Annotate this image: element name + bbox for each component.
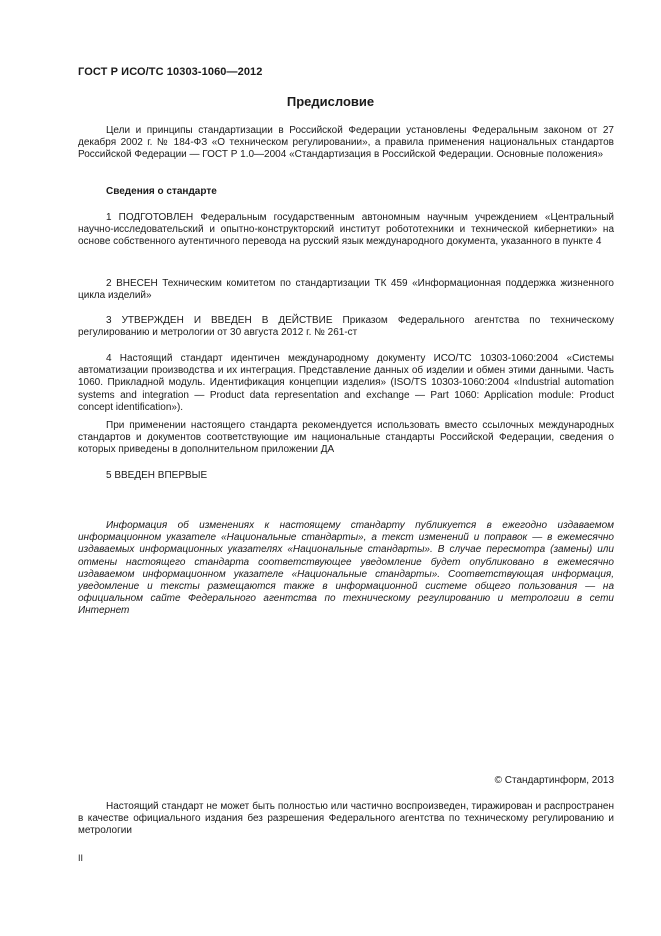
reproduction-notice: Настоящий стандарт не может быть полностью или частично воспроизведен, тиражирован и распространен в качестве официального издания без разрешения Федерального агентства по техническому регулированию и метрологии [78, 801, 614, 837]
page-number: II [78, 853, 84, 863]
list-item: 4 Настоящий стандарт идентичен международному документу ИСО/ТС 10303-1060:2004 «Системы автоматизации производства и их интеграция. Представление данных об изделии и обмен этими данными. Часть 1060. Прикладной модуль. Идентификация концепции изделия» (ISO/TS 10303-1060:2004 «Industrial automation systems and integration — Product data representation and exchange — Part 1060: Application module: Product concept identification»). [78, 353, 614, 413]
intro-paragraph: Цели и принципы стандартизации в Российской Федерации установлены Федеральным законом от 27 декабря 2002 г. № 184-ФЗ «О техническом регулировании», а правила применения национальных стандартов Российской Федерации — ГОСТ Р 1.0—2004 «Стандартизация в Российской Федерации. Основные положения» [78, 125, 614, 161]
item-note: При применении настоящего стандарта рекомендуется использовать вместо ссылочных международных стандартов и документов соответствующие им национальные стандарты Российской Федерации, сведения о которых приведены в дополнительном приложении ДА [78, 420, 614, 456]
page-title: Предисловие [286, 94, 375, 109]
changes-info-paragraph: Информация об изменениях к настоящему стандарту публикуется в ежегодно издаваемом информационном указателе «Национальные стандарты», а текст изменений и поправок — в ежемесячно издаваемых информационных указателях «Национальные стандарты». В случае пересмотра (замены) или отмены настоящего стандарта соответствующее уведомление будет опубликовано в ежемесячно издаваемом информационном указателе «Национальные стандарты». Соответствующая информация, уведомление и тексты размещаются также в информационной системе общего пользования — на официальном сайте Федерального агентства по техническому регулированию и метрологии в сети Интернет [78, 520, 614, 617]
document-id: ГОСТ Р ИСО/ТС 10303-1060—2012 [78, 66, 263, 78]
list-item: 5 ВВЕДЕН ВПЕРВЫЕ [106, 470, 208, 481]
section-heading: Сведения о стандарте [106, 186, 217, 197]
list-item: 3 УТВЕРЖДЕН И ВВЕДЕН В ДЕЙСТВИЕ Приказом Федерального агентства по техническому регулированию и метрологии от 30 августа 2012 г. № 261-ст [78, 315, 614, 339]
list-item: 2 ВНЕСЕН Техническим комитетом по стандартизации ТК 459 «Информационная поддержка жизненного цикла изделий» [78, 278, 614, 302]
list-item: 1 ПОДГОТОВЛЕН Федеральным государственным автономным научным учреждением «Центральный научно-исследовательский и опытно-конструкторский институт робототехники и технической кибернетики» на основе собственного аутентичного перевода на русский язык международного документа, указанного в пункте 4 [78, 212, 614, 248]
copyright-notice: © Стандартинформ, 2013 [494, 775, 614, 786]
